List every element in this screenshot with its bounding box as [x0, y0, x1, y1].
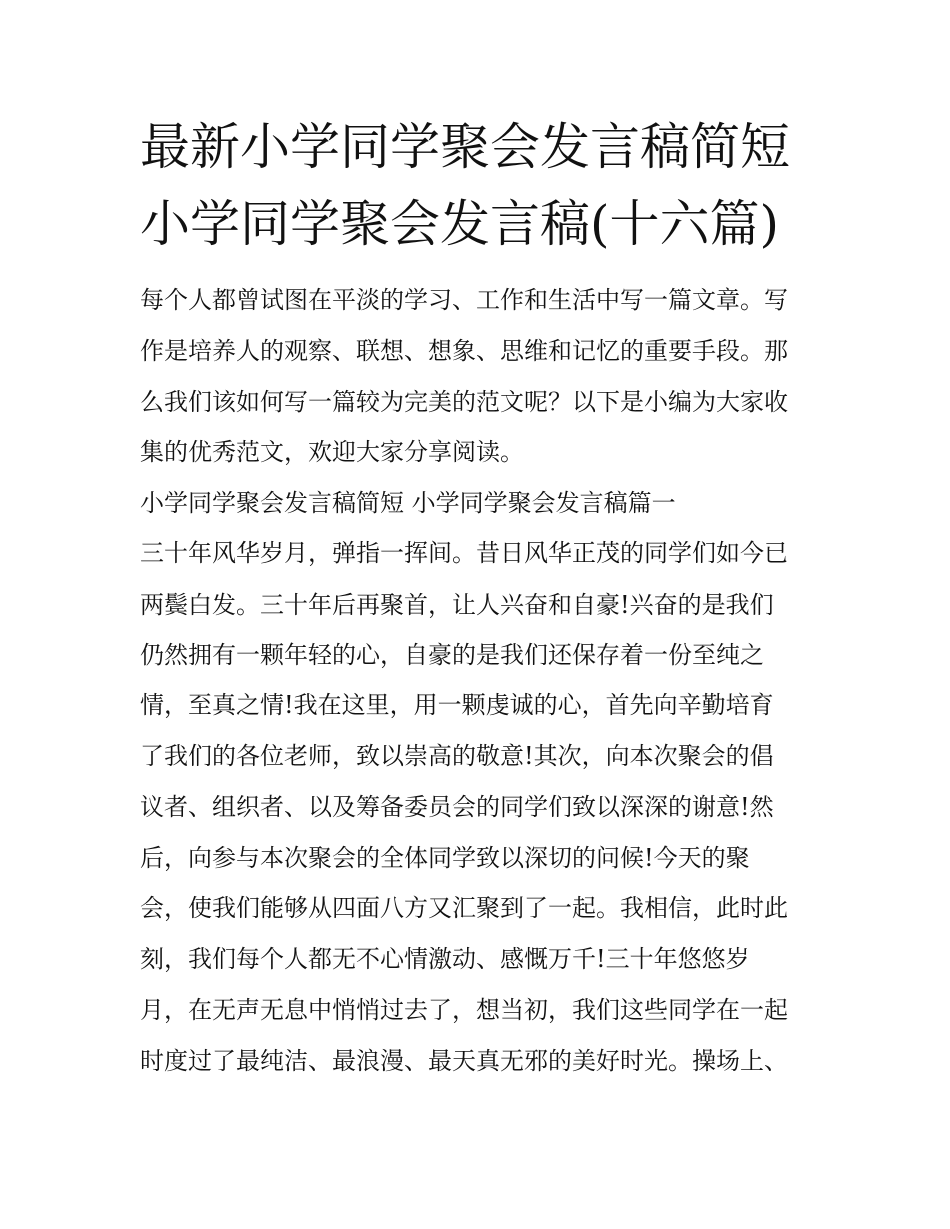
section-heading: 小学同学聚会发言稿简短 小学同学聚会发言稿篇一 [140, 489, 676, 517]
body-line: 两鬓白发。三十年后再聚首，让人兴奋和自豪!兴奋的是我们 [140, 591, 774, 619]
body-line: 议者、组织者、以及筹备委员会的同学们致以深深的谢意!然 [140, 793, 774, 821]
document-title-line-1: 最新小学同学聚会发言稿简短 [140, 118, 790, 176]
intro-line: 集的优秀范文，欢迎大家分享阅读。 [140, 438, 524, 466]
body-line: 刻，我们每个人都无不心情激动、感慨万千!三十年悠悠岁 [140, 945, 750, 973]
body-line: 时度过了最纯洁、最浪漫、最天真无邪的美好时光。操场上、 [140, 1047, 788, 1075]
intro-line: 作是培养人的观察、联想、想象、思维和记忆的重要手段。那 [140, 337, 788, 365]
body-line: 月，在无声无息中悄悄过去了，想当初，我们这些同学在一起 [140, 996, 788, 1024]
body-line: 会，使我们能够从四面八方又汇聚到了一起。我相信，此时此 [140, 894, 788, 922]
intro-line: 每个人都曾试图在平淡的学习、工作和生活中写一篇文章。写 [140, 286, 788, 314]
body-line: 仍然拥有一颗年轻的心，自豪的是我们还保存着一份至纯之 [140, 641, 764, 669]
body-line: 三十年风华岁月，弹指一挥间。昔日风华正茂的同学们如今已 [140, 539, 788, 567]
body-line: 情，至真之情!我在这里，用一颗虔诚的心，首先向辛勤培育 [140, 691, 774, 719]
body-line: 后，向参与本次聚会的全体同学致以深切的问候!今天的聚 [140, 844, 750, 872]
body-line: 了我们的各位老师，致以崇高的敬意!其次，向本次聚会的倡 [140, 742, 774, 770]
document-title-line-2: 小学同学聚会发言稿(十六篇) [140, 195, 780, 253]
intro-line: 么我们该如何写一篇较为完美的范文呢？以下是小编为大家收 [140, 388, 788, 416]
